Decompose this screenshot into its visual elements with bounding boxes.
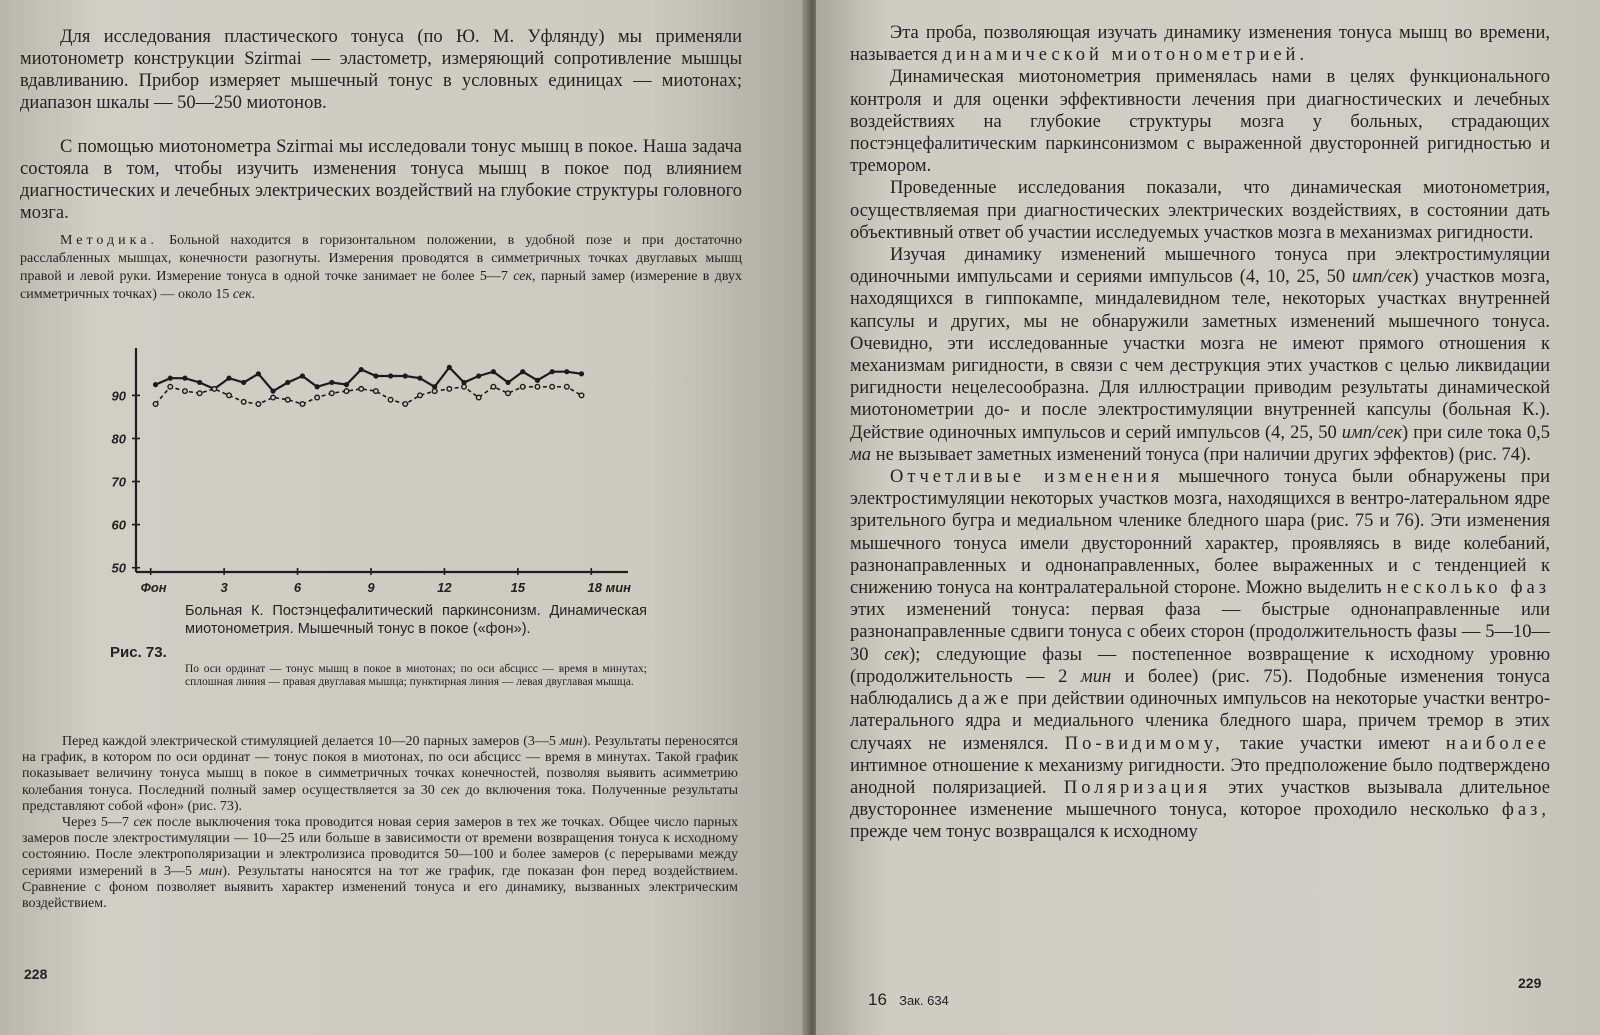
spaced-term: наиболее bbox=[1445, 733, 1550, 754]
text-run: Изучая динамику изменений мышечного тонуса при электростимуляции одиночными импульсами и сериями импульсов (4, 10, 25, 50 bbox=[850, 245, 1550, 288]
unit-text: имп/сек bbox=[1341, 422, 1403, 443]
data-point-left bbox=[300, 402, 305, 407]
data-point-right bbox=[197, 380, 202, 385]
y-tick-label: 70 bbox=[111, 474, 126, 490]
text-run: интимное отношение к механизму ригидности. Это предположение было подтверждено анодной поляризацией. bbox=[850, 755, 1550, 798]
data-point-left bbox=[359, 387, 364, 392]
methods-text: . bbox=[251, 287, 256, 302]
y-tick-label: 80 bbox=[111, 431, 126, 447]
unit-text: ма bbox=[850, 444, 872, 465]
text-run: прежде чем тонус возвращался к исходному bbox=[850, 822, 1198, 843]
left-paragraph-1 bbox=[20, 26, 742, 114]
data-point-right bbox=[344, 382, 349, 387]
series-line-left bbox=[156, 387, 582, 404]
data-point-right bbox=[564, 369, 569, 374]
x-tick-label: Фон bbox=[140, 580, 167, 595]
data-point-left bbox=[462, 384, 467, 389]
signature-number: 16 bbox=[868, 990, 887, 1009]
small-paragraph-2 bbox=[22, 815, 738, 912]
spaced-term: несколько фаз bbox=[1386, 578, 1550, 599]
data-point-right bbox=[153, 382, 158, 387]
series-line-right bbox=[156, 367, 582, 391]
text-run: ) при силе тока 0,5 bbox=[1402, 422, 1550, 443]
spaced-term: даже bbox=[958, 689, 1013, 710]
text-run: . bbox=[1299, 45, 1305, 66]
data-point-right bbox=[315, 384, 320, 389]
paragraph-text: С помощью миотонометра Szirmai мы исследовали тонус мышц в покое. Наша задача состояла в том, чтобы изучить изменения тонуса мышц в покое под влиянием диагностических и лечебных электрических воздействий на глубокие структуры головного мозга. bbox=[20, 137, 742, 223]
right-paragraph-2: Динамическая миотонометрия применялась нами в целях функционального контроля и для оценки эффективности лечения при диагностических и лечебных воздействиях на глубокие структуры мозга у больных, страдающих постэнцефалитическим паркинсонизмом с выраженной двусторонней ригидностью и тремором. bbox=[850, 67, 1550, 177]
figure-caption: Больная К. Постэнцефалитический паркинсонизм. Динамическая миотонометрия. Мышечный тонус в покое («фон»). bbox=[185, 603, 647, 637]
data-point-right bbox=[535, 378, 540, 383]
unit-text: сек bbox=[513, 269, 532, 284]
data-point-right bbox=[226, 376, 231, 381]
right-paragraph-3: Проведенные исследования показали, что динамическая миотонометрия, осуществляемая при диагностических электрических воздействиях, в состоянии дать объективный ответ об участии исследуемых участков мозга в механизмах ригидности. bbox=[850, 178, 1550, 243]
text-run: Перед каждой электрической стимуляцией делается 10—20 парных замеров (3—5 bbox=[62, 734, 560, 749]
text-run: при действии одиночных импульсов на некоторые участки вентро-латерального ядра и медиального членика бледного шара, причем тремор в этих случаях не изменялся. bbox=[850, 689, 1550, 754]
spaced-term: динамической миотонометрией bbox=[942, 45, 1300, 66]
text-run: этих участков вызывала длительное двустороннее изменение мышечного тонуса, которое проходило несколько bbox=[850, 777, 1550, 821]
unit-text: мин bbox=[559, 734, 583, 749]
data-point-right bbox=[329, 380, 334, 385]
data-point-right bbox=[520, 369, 525, 374]
data-point-right bbox=[579, 371, 584, 376]
text-run: Через 5—7 bbox=[62, 815, 134, 831]
data-point-left bbox=[344, 389, 349, 394]
data-point-right bbox=[491, 369, 496, 374]
right-page-number: 229 bbox=[1518, 975, 1542, 991]
printer-signature bbox=[868, 990, 949, 1010]
x-tick-label: 15 bbox=[510, 580, 526, 595]
text-run: такие участки имеют bbox=[1223, 733, 1446, 754]
unit-text: мин bbox=[1080, 666, 1112, 687]
figure-73-chart bbox=[96, 340, 656, 600]
text-run: ). Результаты переносятся на график, в котором по оси ординат — тонус покоя в миотонах, по оси абсцисс — время в минутах. Такой график показывает величину тонуса мышц в покое в симметричных точках конечностей, позволяя выявить асимметрию колебания тонуса. Последний полный замер осуществляется за 30 bbox=[22, 734, 738, 798]
figure-label: Рис. 73. bbox=[110, 644, 167, 661]
small-paragraph-1 bbox=[22, 734, 738, 815]
data-point-left bbox=[227, 393, 232, 398]
data-point-left bbox=[374, 389, 379, 394]
spaced-term: фаз, bbox=[1501, 800, 1550, 821]
data-point-left bbox=[197, 391, 202, 396]
text-run: до включения тока. Полученные результаты представляют собой «фон» (рис. 73). bbox=[22, 782, 738, 814]
x-tick-label: 3 bbox=[220, 580, 228, 595]
data-point-right bbox=[241, 380, 246, 385]
x-tick-label: 6 bbox=[293, 580, 302, 595]
data-point-left bbox=[550, 384, 555, 389]
text-run: после выключения тока проводится новая серия замеров в тех же точках. Общее число парных замеров после электростимуляции — 10—25 или больше в зависимости от времени возвращения тонуса к исходному состоянию. После электрополяризации и электролизиса проводится 50—100 и более замеров (с перерывами между сериями измерений в 3—5 bbox=[22, 815, 739, 879]
right-paragraph-4 bbox=[850, 244, 1550, 466]
text-run: ). Результаты наносятся на тот же график, где показан фон перед воздействием. Сравнение с фоном позволяет выявить характер изменений тонуса и его динамику, вызванных электрическим воздействием. bbox=[22, 863, 738, 912]
data-point-left bbox=[476, 395, 481, 400]
data-point-left bbox=[212, 387, 217, 392]
unit-text: сек bbox=[440, 782, 460, 798]
figure-note: По оси ординат — тонус мышц в покое в миотонах; по оси абсцисс — время в минутах; сплошная линия — правая двуглавая мышца; пунктирная линия — левая двуглавая мышца. bbox=[185, 663, 647, 688]
data-point-right bbox=[505, 380, 510, 385]
data-point-left bbox=[153, 402, 158, 407]
data-point-left bbox=[168, 384, 173, 389]
y-tick-label: 60 bbox=[111, 517, 126, 533]
unit-text: сек bbox=[133, 815, 153, 831]
signature-order: Зак. 634 bbox=[899, 993, 949, 1008]
data-point-right bbox=[403, 373, 408, 378]
methods-paragraph bbox=[20, 232, 742, 304]
data-point-right bbox=[359, 367, 364, 372]
text-run: этих изменений тонуса: первая фаза — быстрые однонаправленные или разнонаправленные сдвиги тонуса с обеих сторон (продолжительность фазы — 5—10—30 bbox=[850, 600, 1550, 665]
data-point-left bbox=[271, 395, 276, 400]
right-paragraph-1 bbox=[850, 22, 1550, 66]
data-point-right bbox=[373, 373, 378, 378]
text-run: не вызывает заметных изменений тонуса (при наличии других эффектов) (рис. 74). bbox=[871, 444, 1531, 465]
spaced-term: Поляризация bbox=[1063, 777, 1211, 798]
data-point-left bbox=[418, 393, 423, 398]
x-tick-label: 9 bbox=[367, 580, 375, 595]
text-run: мышечного тонуса были обнаружены при электростимуляции некоторых участков мозга, находящихся в вентро-латеральном ядре зрительного бугра и медиальном членике бледного шара (рис. 75 и 76). Эти изменения мышечного тонуса имели двусторонний характер, проявляясь в виде колебаний, разнонаправленных и однонаправленных, более выраженных и с тенденцией к снижению тонуса на контралатеральной стороне. Можно выделить bbox=[850, 467, 1550, 599]
data-point-right bbox=[388, 373, 393, 378]
data-point-left bbox=[315, 395, 320, 400]
left-page-number: 228 bbox=[24, 966, 48, 982]
x-tick-label: 18 мин bbox=[587, 580, 632, 595]
methods-text: , парный замер (измерение в двух симметричных точках) — около 15 bbox=[20, 269, 742, 302]
methods-text: Больной находится в горизонтальном положении, в удобной позе и при достаточно расслабленных мышцах, конечности разогнуты. Измерения проводятся в симметричных точках двуглавых мышц правой и левой руки. Измерение тонуса в одной точке занимает не более 5—7 bbox=[20, 233, 742, 284]
text-run: Эта проба, позволяющая изучать динамику изменения тонуса мышц во времени, называется bbox=[850, 23, 1550, 66]
spaced-term: Отчетливые изменения bbox=[890, 467, 1164, 488]
y-tick-label: 90 bbox=[111, 388, 126, 404]
unit-text: мин bbox=[199, 863, 223, 879]
data-point-left bbox=[388, 397, 393, 402]
data-point-left bbox=[506, 391, 511, 396]
data-point-right bbox=[550, 369, 555, 374]
data-point-left bbox=[241, 400, 246, 405]
data-point-left bbox=[491, 384, 496, 389]
data-point-right bbox=[256, 371, 261, 376]
data-point-right bbox=[417, 376, 422, 381]
y-tick-label: 50 bbox=[111, 560, 126, 576]
data-point-left bbox=[256, 402, 261, 407]
data-point-left bbox=[403, 402, 408, 407]
methods-label: Методика. bbox=[60, 233, 158, 248]
left-paragraph-2 bbox=[20, 136, 742, 224]
data-point-left bbox=[565, 384, 570, 389]
data-point-right bbox=[182, 376, 187, 381]
text-run: ) участков мозга, находящихся в гиппокампе, миндалевидном теле, некоторых участках внутренней капсулы и других, мы не обнаружили заметных изменений мышечного тонуса. Очевидно, эти исследованные участки мозга не имеют прямого отношения к механизмам ригидности, в связи с чем деструкция этих участков с целью ликвидации ригидности нецелесообразна. Для иллюстрации приводим результаты динамической миотонометрии до- и после электростимуляции внутренней капсулы (больная К.). Действие одиночных импульсов и серий импульсов (4, 25, 50 bbox=[850, 267, 1550, 443]
chart-svg bbox=[96, 340, 656, 600]
data-point-left bbox=[285, 397, 290, 402]
data-point-left bbox=[447, 387, 452, 392]
right-paragraph-5 bbox=[850, 466, 1550, 843]
text-run: ); следующие фазы — постепенное возвращение к исходному уровню (продолжительность — 2 bbox=[850, 644, 1551, 687]
data-point-right bbox=[447, 365, 452, 370]
data-point-left bbox=[520, 384, 525, 389]
unit-text: сек bbox=[232, 287, 252, 302]
data-point-left bbox=[535, 384, 540, 389]
data-point-left bbox=[183, 389, 188, 394]
paragraph-text: Для исследования пластического тонуса (по Ю. М. Уфлянду) мы применяли миотонометр конструкции Szirmai — эластометр, измеряющий сопротивление мышцы вдавливанию. Прибор измеряет мышечный тонус в условных единицах — миотонах; диапазон шкалы — 50—250 миотонов. bbox=[20, 27, 742, 113]
data-point-right bbox=[168, 376, 173, 381]
text-run: и более) (рис. 75). Подобные изменения тонуса наблюдались bbox=[850, 666, 1551, 710]
data-point-right bbox=[476, 373, 481, 378]
data-point-left bbox=[330, 391, 335, 396]
x-tick-label: 12 bbox=[437, 580, 452, 595]
data-point-left bbox=[579, 393, 584, 398]
data-point-right bbox=[270, 388, 275, 393]
spaced-term: По-видимому, bbox=[1064, 733, 1224, 754]
data-point-left bbox=[432, 389, 437, 394]
data-point-right bbox=[285, 380, 290, 385]
unit-text: сек bbox=[884, 644, 910, 665]
data-point-right bbox=[300, 373, 305, 378]
unit-text: имп/сек bbox=[1352, 267, 1413, 288]
right-page-text bbox=[850, 22, 1550, 844]
left-small-text bbox=[22, 734, 738, 912]
